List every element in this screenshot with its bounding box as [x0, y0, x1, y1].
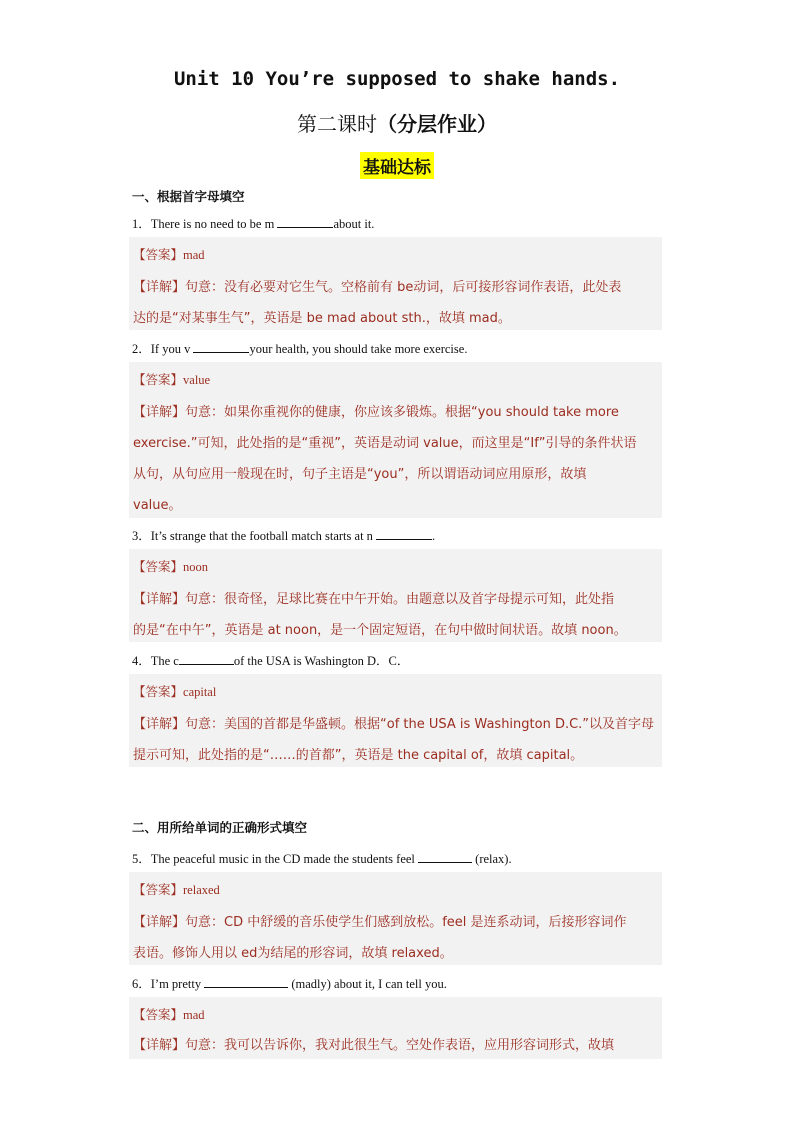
question-text: (relax).	[472, 852, 512, 866]
question-text: about it.	[333, 217, 375, 231]
page-title: Unit 10 You’re supposed to shake hands.	[173, 68, 621, 90]
answer-value: capital	[183, 685, 217, 699]
answer-blank[interactable]	[376, 527, 432, 540]
answer-value: relaxed	[183, 883, 220, 897]
explanation-line: 【详解】句意：我可以告诉你，我对此很生气。空处作表语，应用形容词形式，故填	[133, 1038, 615, 1053]
question-text: 6．I’m pretty	[132, 977, 205, 991]
layered-homework-label: （分层作业）	[377, 112, 497, 136]
question-4	[132, 651, 409, 669]
answer-line: 【答案】capital	[133, 685, 217, 699]
answer-blank[interactable]	[418, 850, 472, 863]
question-text: 4．The c	[132, 654, 179, 668]
answer-line: 【答案】mad	[133, 1008, 205, 1022]
explanation-line: 【详解】句意：美国的首都是华盛顿。根据“of the USA is Washington D.C.”以及首字母	[133, 717, 655, 732]
answer-value: mad	[183, 248, 205, 262]
question-text: 2．If you v	[132, 342, 194, 356]
answer-line: 【答案】value	[133, 373, 211, 387]
answer-line: 【答案】mad	[133, 248, 205, 262]
question-6	[132, 974, 447, 992]
answer-box-1	[129, 237, 662, 330]
explanation-line: 【详解】句意：如果你重视你的健康，你应该多锻炼。根据“you should take more	[133, 405, 619, 420]
question-text: 1．There is no need to be m	[132, 217, 278, 231]
explanation-line: 【详解】句意：很奇怪，足球比赛在中午开始。由题意以及首字母提示可知，此处指	[133, 592, 615, 607]
question-text: your health, you should take more exercise.	[249, 342, 468, 356]
section-heading-2: 二、用所给单词的正确形式填空	[132, 820, 308, 835]
answer-blank[interactable]	[204, 975, 288, 988]
explanation-line: 表语。修饰人用以 ed为结尾的形容词，故填 relaxed。	[133, 946, 453, 961]
explanation-line: 从句，从句应用一般现在时，句子主语是“you”，所以谓语动词应用原形，故填	[133, 467, 587, 482]
question-5	[132, 849, 512, 867]
question-text: (madly) about it, I can tell you.	[288, 977, 447, 991]
question-text: 3．It’s strange that the football match starts at n	[132, 529, 377, 543]
lesson-number: 第二课时	[297, 112, 377, 136]
question-3	[132, 526, 435, 544]
answer-blank[interactable]	[179, 652, 234, 665]
explanation-line: 【详解】句意：没有必要对它生气。空格前有 be动词，后可接形容词作表语，此处表	[133, 280, 622, 295]
question-text: .	[432, 529, 436, 543]
section-heading-1: 一、根据首字母填空	[132, 189, 245, 204]
lesson-subtitle	[0, 108, 794, 137]
answer-box-3	[129, 549, 662, 642]
answer-value: noon	[183, 560, 209, 574]
answer-line: 【答案】noon	[133, 560, 209, 574]
explanation-line: 的是“在中午”，英语是 at noon，是一个固定短语，在句中做时间状语。故填 noon。	[133, 623, 627, 638]
answer-box-2	[129, 362, 662, 518]
answer-value: value	[183, 373, 211, 387]
explanation-line: value。	[133, 498, 182, 513]
question-1	[132, 214, 374, 232]
explanation-line: exercise.”可知，此处指的是“重视”，英语是动词 value，而这里是“If”引导的条件状语	[133, 436, 637, 451]
answer-value: mad	[183, 1008, 205, 1022]
answer-box-5	[129, 872, 662, 965]
question-2	[132, 339, 467, 357]
explanation-line: 达的是“对某事生气”，英语是 be mad about sth.，故填 mad。	[133, 311, 511, 326]
answer-box-6	[129, 997, 662, 1059]
explanation-line: 提示可知，此处指的是“……的首都”，英语是 the capital of，故填 capital。	[133, 748, 584, 763]
answer-box-4	[129, 674, 662, 767]
question-text: 5．The peaceful music in the CD made the students feel	[132, 852, 419, 866]
question-text: of the USA is Washington D．C．	[233, 654, 410, 668]
answer-blank[interactable]	[277, 215, 333, 228]
explanation-line: 【详解】句意：CD 中舒缓的音乐使学生们感到放松。feel 是连系动词，后接形容词作	[133, 915, 627, 930]
answer-line: 【答案】relaxed	[133, 883, 220, 897]
answer-blank[interactable]	[193, 340, 249, 353]
level-badge: 基础达标	[360, 152, 434, 179]
